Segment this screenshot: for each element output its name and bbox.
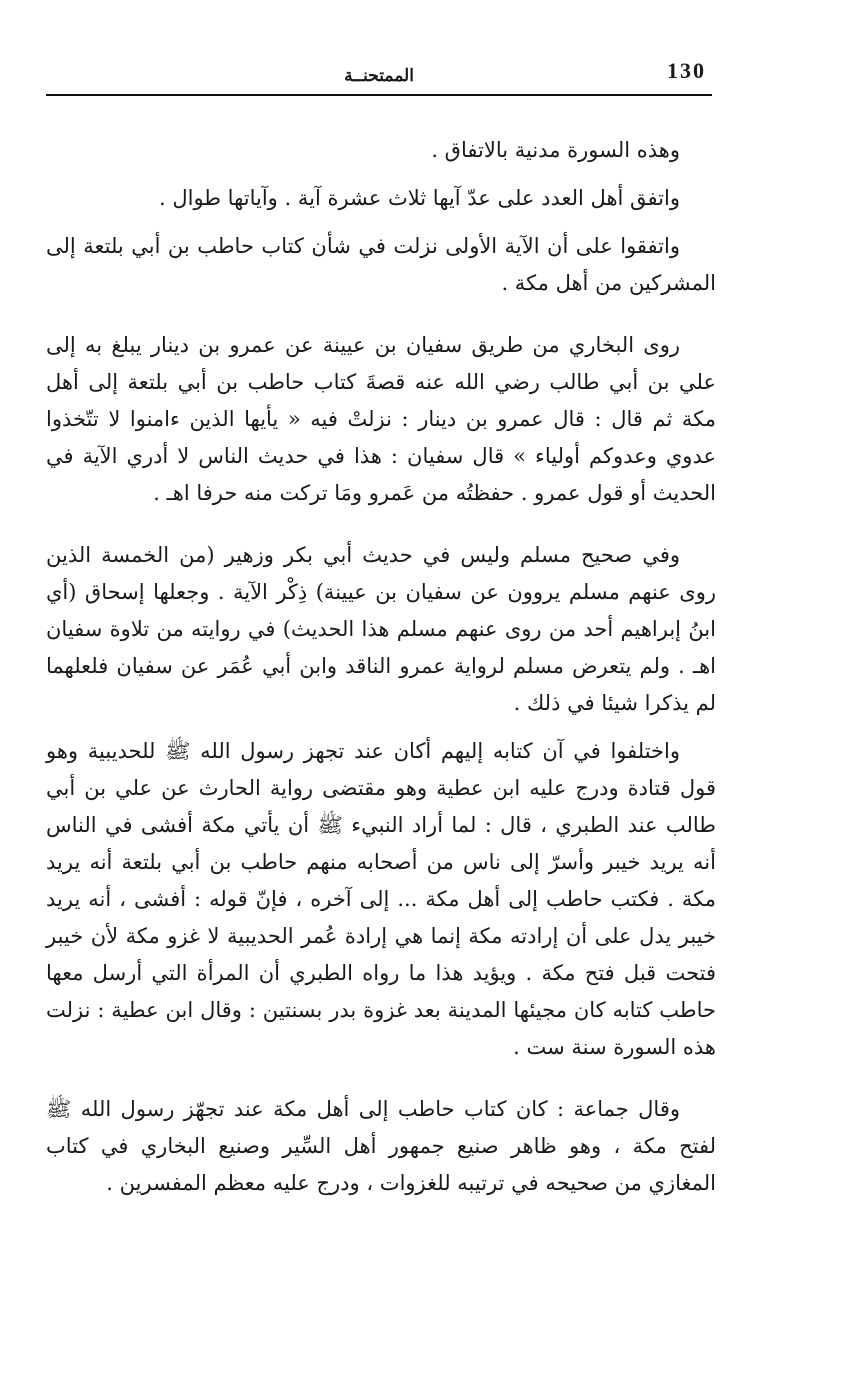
paragraph-madani: وهذه السورة مدنية بالاتفاق . [431, 138, 680, 162]
paragraph-verse-count: واتفق أهل العدد على عدّ آيها ثلاث عشرة آية . وآياتها طوال . [159, 186, 680, 210]
paragraph-gap [46, 1077, 716, 1091]
paragraph-muslim: وفي صحيح مسلم وليس في حديث أبي بكر وزهير (من الخمسة الذين روى عنهم مسلم يروون عن سفيان بن عيينة) ذِكْر الآية . وجعلها إسحاق (أي ابنُ إبراهيم أحد من روى عنهم مسلم هذا الحديث) في روايته من تلاوة سفيان اهـ . ولم يتعرض مسلم لرواية عمرو الناقد وابن أبي عُمَر عن سفيان فلعلهما لم يذكرا شيئا في ذلك . [46, 543, 717, 715]
paragraph-gap [46, 523, 716, 537]
page-body [46, 132, 716, 1213]
paragraph-first-verse: واتفقوا على أن الآية الأولى نزلت في شأن كتاب حاطب بن أبي بلتعة إلى المشركين من أهل مكة . [46, 234, 716, 295]
paragraph-jamaa: وقال جماعة : كان كتاب حاطب إلى أهل مكة عند تجهّز رسول الله ﷺ لفتح مكة ، وهو ظاهر صنيع جمهور أهل السِّير وصنيع البخاري في كتاب المغازي من صحيحه في ترتيبه للغزوات ، ودرج عليه معظم المفسرين . [46, 1097, 716, 1195]
paragraph-disagreement: واختلفوا في آن كتابه إليهم أكان عند تجهز رسول الله ﷺ للحديبية وهو قول قتادة ودرج عليه ابن عطية وهو مقتضى رواية الحارث عن علي بن أبي طالب عند الطبري ، قال : لما أراد النبيء ﷺ أن يأتي مكة أفشى في الناس أنه يريد خيبر وأسرّ إلى ناس من أصحابه منهم حاطب بن أبي بلتعة أنه يريد مكة . فكتب حاطب إلى أهل مكة ... إلى آخره ، فإنّ قوله : أفشى ، أنه يريد خيبر يدل على أن إرادته مكة إنما هي إرادة عُمر الحديبية لا غزو مكة لأن خيبر فتحت قبل فتح مكة . ويؤيد هذا ما رواه الطبري أن المرأة التي أرسل معها حاطب كتابه كان مجيئها المدينة بعد غزوة بدر بسنتين : وقال ابن عطية : نزلت هذه السورة سنة ست . [46, 739, 716, 1059]
page-header [46, 52, 712, 94]
running-title: الممتحنــة [344, 66, 414, 86]
header-divider [46, 94, 712, 96]
paragraph-bukhari: روى البخاري من طريق سفيان بن عيينة عن عمرو بن دينار يبلغ به إلى علي بن أبي طالب رضي الله عنه قصةَ كتاب حاطب بن أبي بلتعة إلى أهل مكة ثم قال : قال عمرو بن دينار : نزلتْ فيه « يأيها الذين ءامنوا لا تتّخذوا عدوي وعدوكم أولياء » قال سفيان : هذا في حديث الناس لا أدري الآية في الحديث أو قول عمرو . حفظتُه من عَمرو ومَا تركت منه حرفا اهـ . [46, 333, 716, 505]
page-number: 130 [667, 58, 706, 83]
paragraph-gap [46, 313, 716, 327]
